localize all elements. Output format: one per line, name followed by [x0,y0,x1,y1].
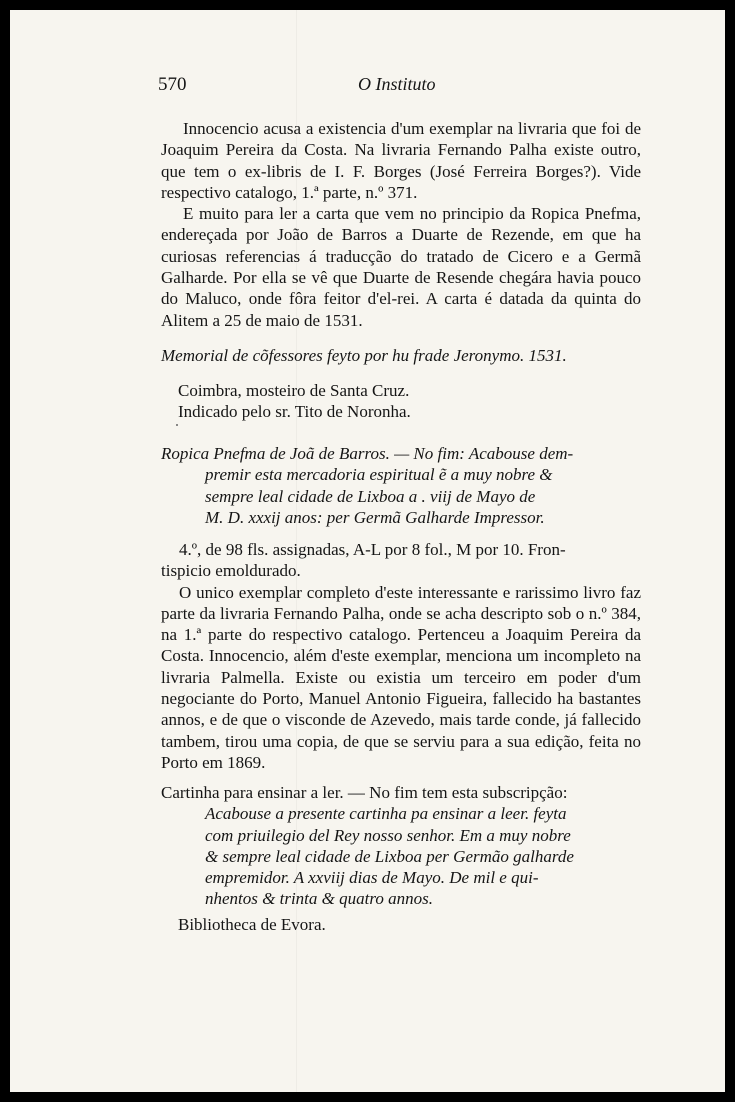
cartinha-line-1: Cartinha para ensinar a ler. — No fim tem esta subscripção: [161,783,568,802]
ropica-line-3: sempre leal cidade de Lixboa a . viij de Mayo de [205,486,536,506]
cartinha-entry [161,782,641,910]
cartinha-line-3: com priuilegio del Rey nosso senhor. Em a muy nobre [205,825,571,845]
cartinha-library: Bibliotheca de Evora. [178,915,326,934]
intro-paragraph-1: Innocencio acusa a existencia d'um exemplar na livraria que foi de Joaquim Pereira da Costa. Na livraria Fernando Palha existe outro, que tem o ex-libris de I. F. Borges (José Ferreira Borges?). Vide respectivo catalogo, 1.ª parte, n.º 371. [161,119,641,202]
page-number: 570 [158,74,187,95]
ropica-line-4: M. D. xxxij anos: per Germã Galharde Impressor. [205,507,545,527]
ropica-paragraph-2: O unico exemplar completo d'este interessante e rarissimo livro faz parte da livraria Fernando Palha, onde se acha descripto sob o n.º 384, na 1.ª parte do respectivo catalogo. Pertenceu a Joaquim Pereira da Costa. Innocencio, além d'este exemplar, menciona um incompleto na livraria Palmella. Existe ou existia um terceiro em poder d'um negociante do Porto, Manuel Antonio Figueira, fallecido ha bastantes annos, e de que o visconde de Azevedo, mais tarde conde, já fallecido tambem, tirou uma copia, de que se serviu para a sua edição, feita no Porto em 1869. [161,582,641,772]
cartinha-line-4: & sempre leal cidade de Lixboa per Germão galharde [205,846,574,866]
book-page [10,10,725,1092]
memorial-location: Coimbra, mosteiro de Santa Cruz. [178,381,410,400]
page-header [158,74,658,100]
ropica-line-1: Ropica Pnefma de Joã de Barros. — No fim: Acabouse dem- [161,444,574,463]
ropica-description [161,539,641,773]
cartinha-line-6: nhentos & trinta & quatro annos. [205,889,433,909]
ropica-entry [161,443,677,528]
cartinha-line-5: empremidor. A xxviij dias de Mayo. De mil e qui- [205,868,539,888]
ropica-desc-line-1: 4.º, de 98 fls. assignadas, A-L por 8 fol., M por 10. Fron- [179,540,566,559]
intro-section [161,118,641,331]
cartinha-line-2: Acabouse a presente cartinha pa ensinar a leer. feyta [205,804,567,824]
intro-paragraph-2: E muito para ler a carta que vem no principio da Ropica Pnefma, endereçada por João de Barros a Duarte de Rezende, em que ha curiosas referencias á traducção do tratado de Cicero e a Germã Galharde. Por ella se vê que Duarte de Resende chegára havia pouco do Maluco, onde fôra feitor d'el-rei. A carta é datada da quinta do Alitem a 25 de maio de 1531. [161,204,641,330]
running-title: O Instituto [358,74,436,94]
memorial-indicated-by: Indicado pelo sr. Tito de Noronha. [178,402,411,421]
memorial-title: Memorial de cõfessores feyto por hu frade Jeronymo. 1531. [161,346,567,365]
ropica-line-2: premir esta mercadoria espiritual ẽ a muy nobre & [205,465,553,485]
print-speck [176,424,178,426]
ropica-desc-line-2: tispicio emoldurado. [161,561,301,581]
memorial-details [178,380,598,422]
